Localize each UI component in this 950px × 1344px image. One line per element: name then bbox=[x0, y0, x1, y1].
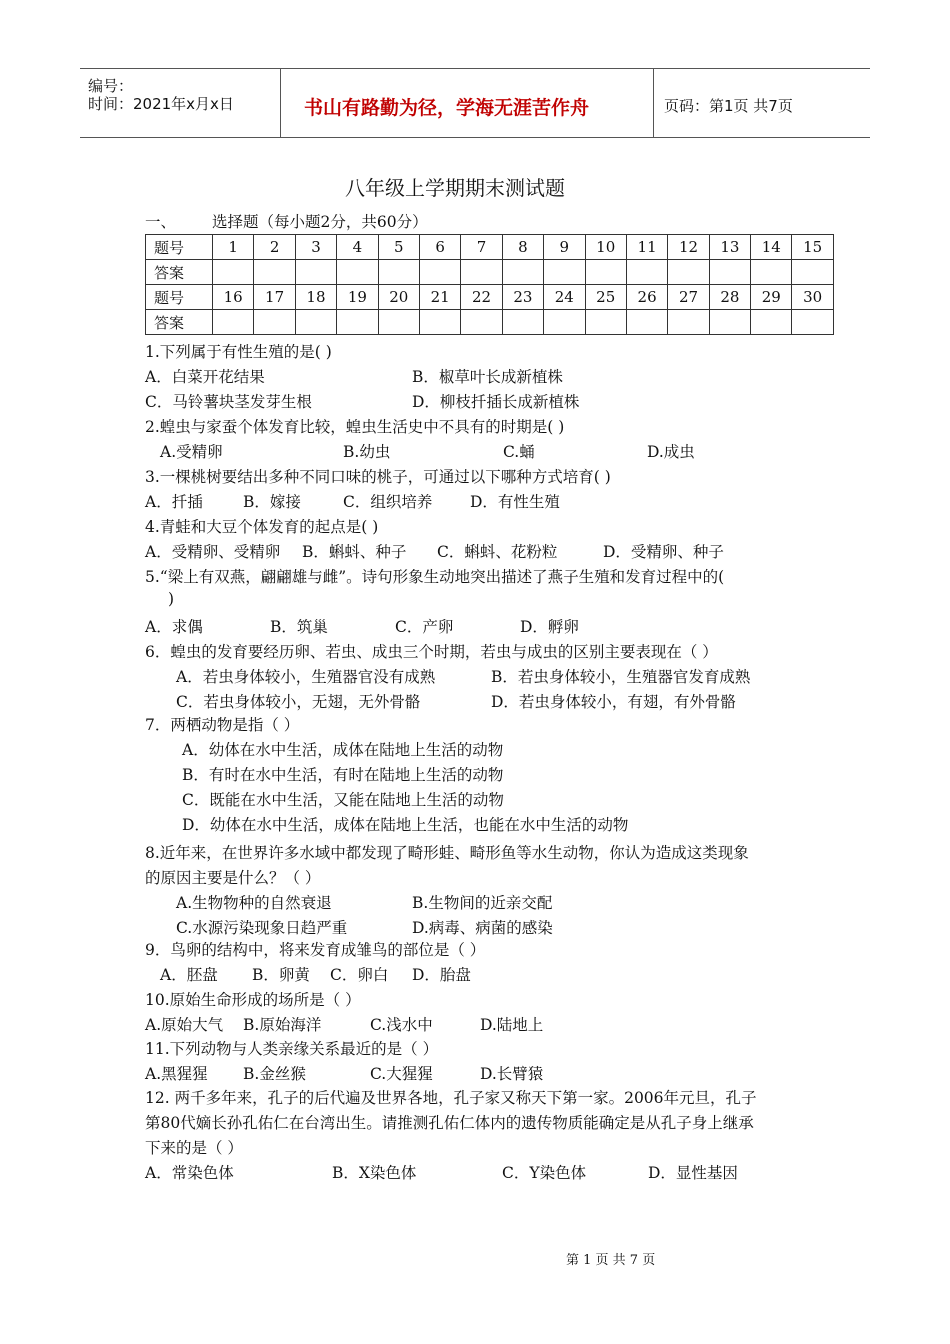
question-number: 7 bbox=[461, 235, 502, 260]
question-text: 11.下列动物与人类亲缘关系最近的是（ ） bbox=[145, 1040, 439, 1058]
option: D.病毒、病菌的感染 bbox=[412, 919, 553, 937]
question-text: 10.原始生命形成的场所是（ ） bbox=[145, 991, 361, 1009]
option: B．若虫身体较小，生殖器官发育成熟 bbox=[491, 668, 751, 686]
option: A．白菜开花结果 bbox=[145, 368, 265, 386]
question-number: 22 bbox=[461, 285, 502, 310]
table-row bbox=[146, 235, 834, 260]
option: C.大猩猩 bbox=[370, 1065, 433, 1083]
option: D．有性生殖 bbox=[470, 493, 560, 511]
answer-cell[interactable] bbox=[585, 310, 626, 335]
option: B．嫁接 bbox=[243, 493, 301, 511]
question-number: 10 bbox=[585, 235, 626, 260]
option: C．产卵 bbox=[395, 618, 454, 636]
option: C．若虫身体较小，无翅，无外骨骼 bbox=[176, 693, 421, 711]
answer-cell[interactable] bbox=[626, 310, 667, 335]
question-text: 1.下列属于有性生殖的是( ) bbox=[145, 343, 332, 361]
table-header-cell: 题号 bbox=[146, 285, 213, 310]
option: A．受精卵、受精卵 bbox=[145, 543, 281, 561]
number-label: 编号： bbox=[88, 77, 134, 95]
motto: 书山有路勤为径，学海无涯苦作舟 bbox=[304, 97, 590, 119]
page-footer: 第 1 页 共 7 页 bbox=[566, 1253, 656, 1268]
question-number: 26 bbox=[626, 285, 667, 310]
question-number: 9 bbox=[544, 235, 585, 260]
answer-table bbox=[145, 234, 834, 335]
answer-cell[interactable] bbox=[668, 260, 709, 285]
option: A．若虫身体较小，生殖器官没有成熟 bbox=[176, 668, 436, 686]
option: B．筑巢 bbox=[270, 618, 328, 636]
answer-cell[interactable] bbox=[709, 310, 750, 335]
answer-cell[interactable] bbox=[419, 260, 460, 285]
question-number: 21 bbox=[419, 285, 460, 310]
answer-cell[interactable] bbox=[378, 260, 419, 285]
question-text: 7．两栖动物是指（ ） bbox=[145, 716, 300, 734]
answer-cell[interactable] bbox=[295, 310, 336, 335]
question-text: ) bbox=[168, 590, 175, 608]
option: A.受精卵 bbox=[160, 443, 223, 461]
question-number: 3 bbox=[295, 235, 336, 260]
page-title: 八年级上学期期末测试题 bbox=[345, 176, 565, 200]
question-text: 8.近年来，在世界许多水域中都发现了畸形蛙、畸形鱼等水生动物，你认为造成这类现象 bbox=[145, 844, 749, 862]
question-number: 5 bbox=[378, 235, 419, 260]
option: D．受精卵、种子 bbox=[603, 543, 724, 561]
answer-cell[interactable] bbox=[751, 310, 792, 335]
answer-cell[interactable] bbox=[626, 260, 667, 285]
question-number: 24 bbox=[544, 285, 585, 310]
option: B.金丝猴 bbox=[243, 1065, 306, 1083]
option: A.原始大气 bbox=[145, 1016, 224, 1034]
option: D.成虫 bbox=[647, 443, 695, 461]
header-divider bbox=[653, 69, 654, 137]
question-number: 27 bbox=[668, 285, 709, 310]
table-header-cell: 答案 bbox=[146, 310, 213, 335]
option: C.浅水中 bbox=[370, 1016, 433, 1034]
question-number: 30 bbox=[792, 285, 833, 310]
question-number: 14 bbox=[751, 235, 792, 260]
answer-cell[interactable] bbox=[544, 260, 585, 285]
answer-cell[interactable] bbox=[213, 310, 254, 335]
section-title: 选择题（每小题2分，共60分） bbox=[212, 213, 428, 231]
table-row bbox=[146, 310, 834, 335]
answer-cell[interactable] bbox=[419, 310, 460, 335]
question-text: 12. 两千多年来，孔子的后代遍及世界各地，孔子家又称天下第一家。2006年元旦，孔子 bbox=[145, 1089, 757, 1107]
question-text: 5.“梁上有双燕，翩翩雄与雌”。诗句形象生动地突出描述了燕子生殖和发育过程中的( bbox=[145, 568, 725, 586]
answer-cell[interactable] bbox=[337, 260, 378, 285]
page-header bbox=[80, 68, 870, 138]
question-text: 第80代嫡长孙孔佑仁在台湾出生。请推测孔佑仁体内的遗传物质能确定是从孔子身上继承 bbox=[145, 1114, 754, 1132]
answer-cell[interactable] bbox=[254, 310, 295, 335]
option: D．显性基因 bbox=[648, 1164, 738, 1182]
option: B．卵黄 bbox=[252, 966, 310, 984]
table-row bbox=[146, 260, 834, 285]
option: D．柳枝扦插长成新植株 bbox=[412, 393, 580, 411]
answer-cell[interactable] bbox=[213, 260, 254, 285]
option: C．马铃薯块茎发芽生根 bbox=[145, 393, 312, 411]
question-number: 29 bbox=[751, 285, 792, 310]
option: A．求偶 bbox=[145, 618, 203, 636]
question-number: 8 bbox=[502, 235, 543, 260]
table-header-cell: 答案 bbox=[146, 260, 213, 285]
question-number: 28 bbox=[709, 285, 750, 310]
question-number: 23 bbox=[502, 285, 543, 310]
answer-cell[interactable] bbox=[668, 310, 709, 335]
option: A．胚盘 bbox=[160, 966, 218, 984]
question-text: 3.一棵桃树要结出多种不同口味的桃子，可通过以下哪种方式培育( ) bbox=[145, 468, 611, 486]
option: B．有时在水中生活，有时在陆地上生活的动物 bbox=[182, 766, 504, 784]
question-number: 12 bbox=[668, 235, 709, 260]
option: A.黑猩猩 bbox=[145, 1065, 208, 1083]
option: B.幼虫 bbox=[343, 443, 391, 461]
question-number: 25 bbox=[585, 285, 626, 310]
question-number: 6 bbox=[419, 235, 460, 260]
question-number: 4 bbox=[337, 235, 378, 260]
answer-cell[interactable] bbox=[544, 310, 585, 335]
question-number: 17 bbox=[254, 285, 295, 310]
option: D．若虫身体较小，有翅，有外骨骼 bbox=[491, 693, 736, 711]
option: D.长臂猿 bbox=[480, 1065, 544, 1083]
option: C．卵白 bbox=[330, 966, 389, 984]
option: B．椒草叶长成新植株 bbox=[412, 368, 563, 386]
question-number: 19 bbox=[337, 285, 378, 310]
question-text: 9．鸟卵的结构中，将来发育成雏鸟的部位是（ ） bbox=[145, 941, 486, 959]
answer-cell[interactable] bbox=[502, 260, 543, 285]
section-number: 一、 bbox=[145, 213, 177, 231]
question-number: 1 bbox=[213, 235, 254, 260]
option: C．既能在水中生活，又能在陆地上生活的动物 bbox=[182, 791, 504, 809]
option: B．X染色体 bbox=[332, 1164, 417, 1182]
answer-cell[interactable] bbox=[709, 260, 750, 285]
table-header-cell: 题号 bbox=[146, 235, 213, 260]
option: A．幼体在水中生活，成体在陆地上生活的动物 bbox=[182, 741, 504, 759]
table-row bbox=[146, 285, 834, 310]
time-label: 时间：2021年x月x日 bbox=[88, 95, 234, 113]
option: A．扦插 bbox=[145, 493, 203, 511]
question-number: 13 bbox=[709, 235, 750, 260]
answer-cell[interactable] bbox=[792, 260, 833, 285]
option: D.陆地上 bbox=[480, 1016, 544, 1034]
option: C.水源污染现象日趋严重 bbox=[176, 919, 348, 937]
answer-cell[interactable] bbox=[295, 260, 336, 285]
answer-cell[interactable] bbox=[254, 260, 295, 285]
question-number: 2 bbox=[254, 235, 295, 260]
option: C．组织培养 bbox=[343, 493, 433, 511]
option: C．蝌蚪、花粉粒 bbox=[437, 543, 558, 561]
option: B．蝌蚪、种子 bbox=[302, 543, 407, 561]
option: A．常染色体 bbox=[145, 1164, 234, 1182]
answer-cell[interactable] bbox=[337, 310, 378, 335]
question-number: 15 bbox=[792, 235, 833, 260]
question-number: 11 bbox=[626, 235, 667, 260]
option: D．幼体在水中生活，成体在陆地上生活，也能在水中生活的动物 bbox=[182, 816, 629, 834]
answer-cell[interactable] bbox=[502, 310, 543, 335]
option: D．胎盘 bbox=[412, 966, 471, 984]
question-number: 16 bbox=[213, 285, 254, 310]
option: B.生物间的近亲交配 bbox=[412, 894, 553, 912]
question-number: 18 bbox=[295, 285, 336, 310]
answer-cell[interactable] bbox=[378, 310, 419, 335]
option: A.生物物种的自然衰退 bbox=[176, 894, 332, 912]
question-text: 下来的是（ ） bbox=[145, 1139, 243, 1157]
option: C.蛹 bbox=[503, 443, 535, 461]
page-info: 页码：第1页 共7页 bbox=[664, 97, 793, 115]
question-number: 20 bbox=[378, 285, 419, 310]
answer-cell[interactable] bbox=[585, 260, 626, 285]
question-text: 6．蝗虫的发育要经历卵、若虫、成虫三个时期，若虫与成虫的区别主要表现在（ ） bbox=[145, 643, 718, 661]
option: B.原始海洋 bbox=[243, 1016, 322, 1034]
answer-cell[interactable] bbox=[461, 260, 502, 285]
answer-cell[interactable] bbox=[461, 310, 502, 335]
header-divider bbox=[280, 69, 281, 137]
question-text: 4.青蛙和大豆个体发育的起点是( ) bbox=[145, 518, 379, 536]
answer-cell[interactable] bbox=[792, 310, 833, 335]
question-text: 的原因主要是什么？（ ） bbox=[145, 869, 321, 887]
question-text: 2.蝗虫与家蚕个体发育比较，蝗虫生活史中不具有的时期是( ) bbox=[145, 418, 565, 436]
answer-cell[interactable] bbox=[751, 260, 792, 285]
option: C．Y染色体 bbox=[502, 1164, 587, 1182]
option: D．孵卵 bbox=[520, 618, 579, 636]
